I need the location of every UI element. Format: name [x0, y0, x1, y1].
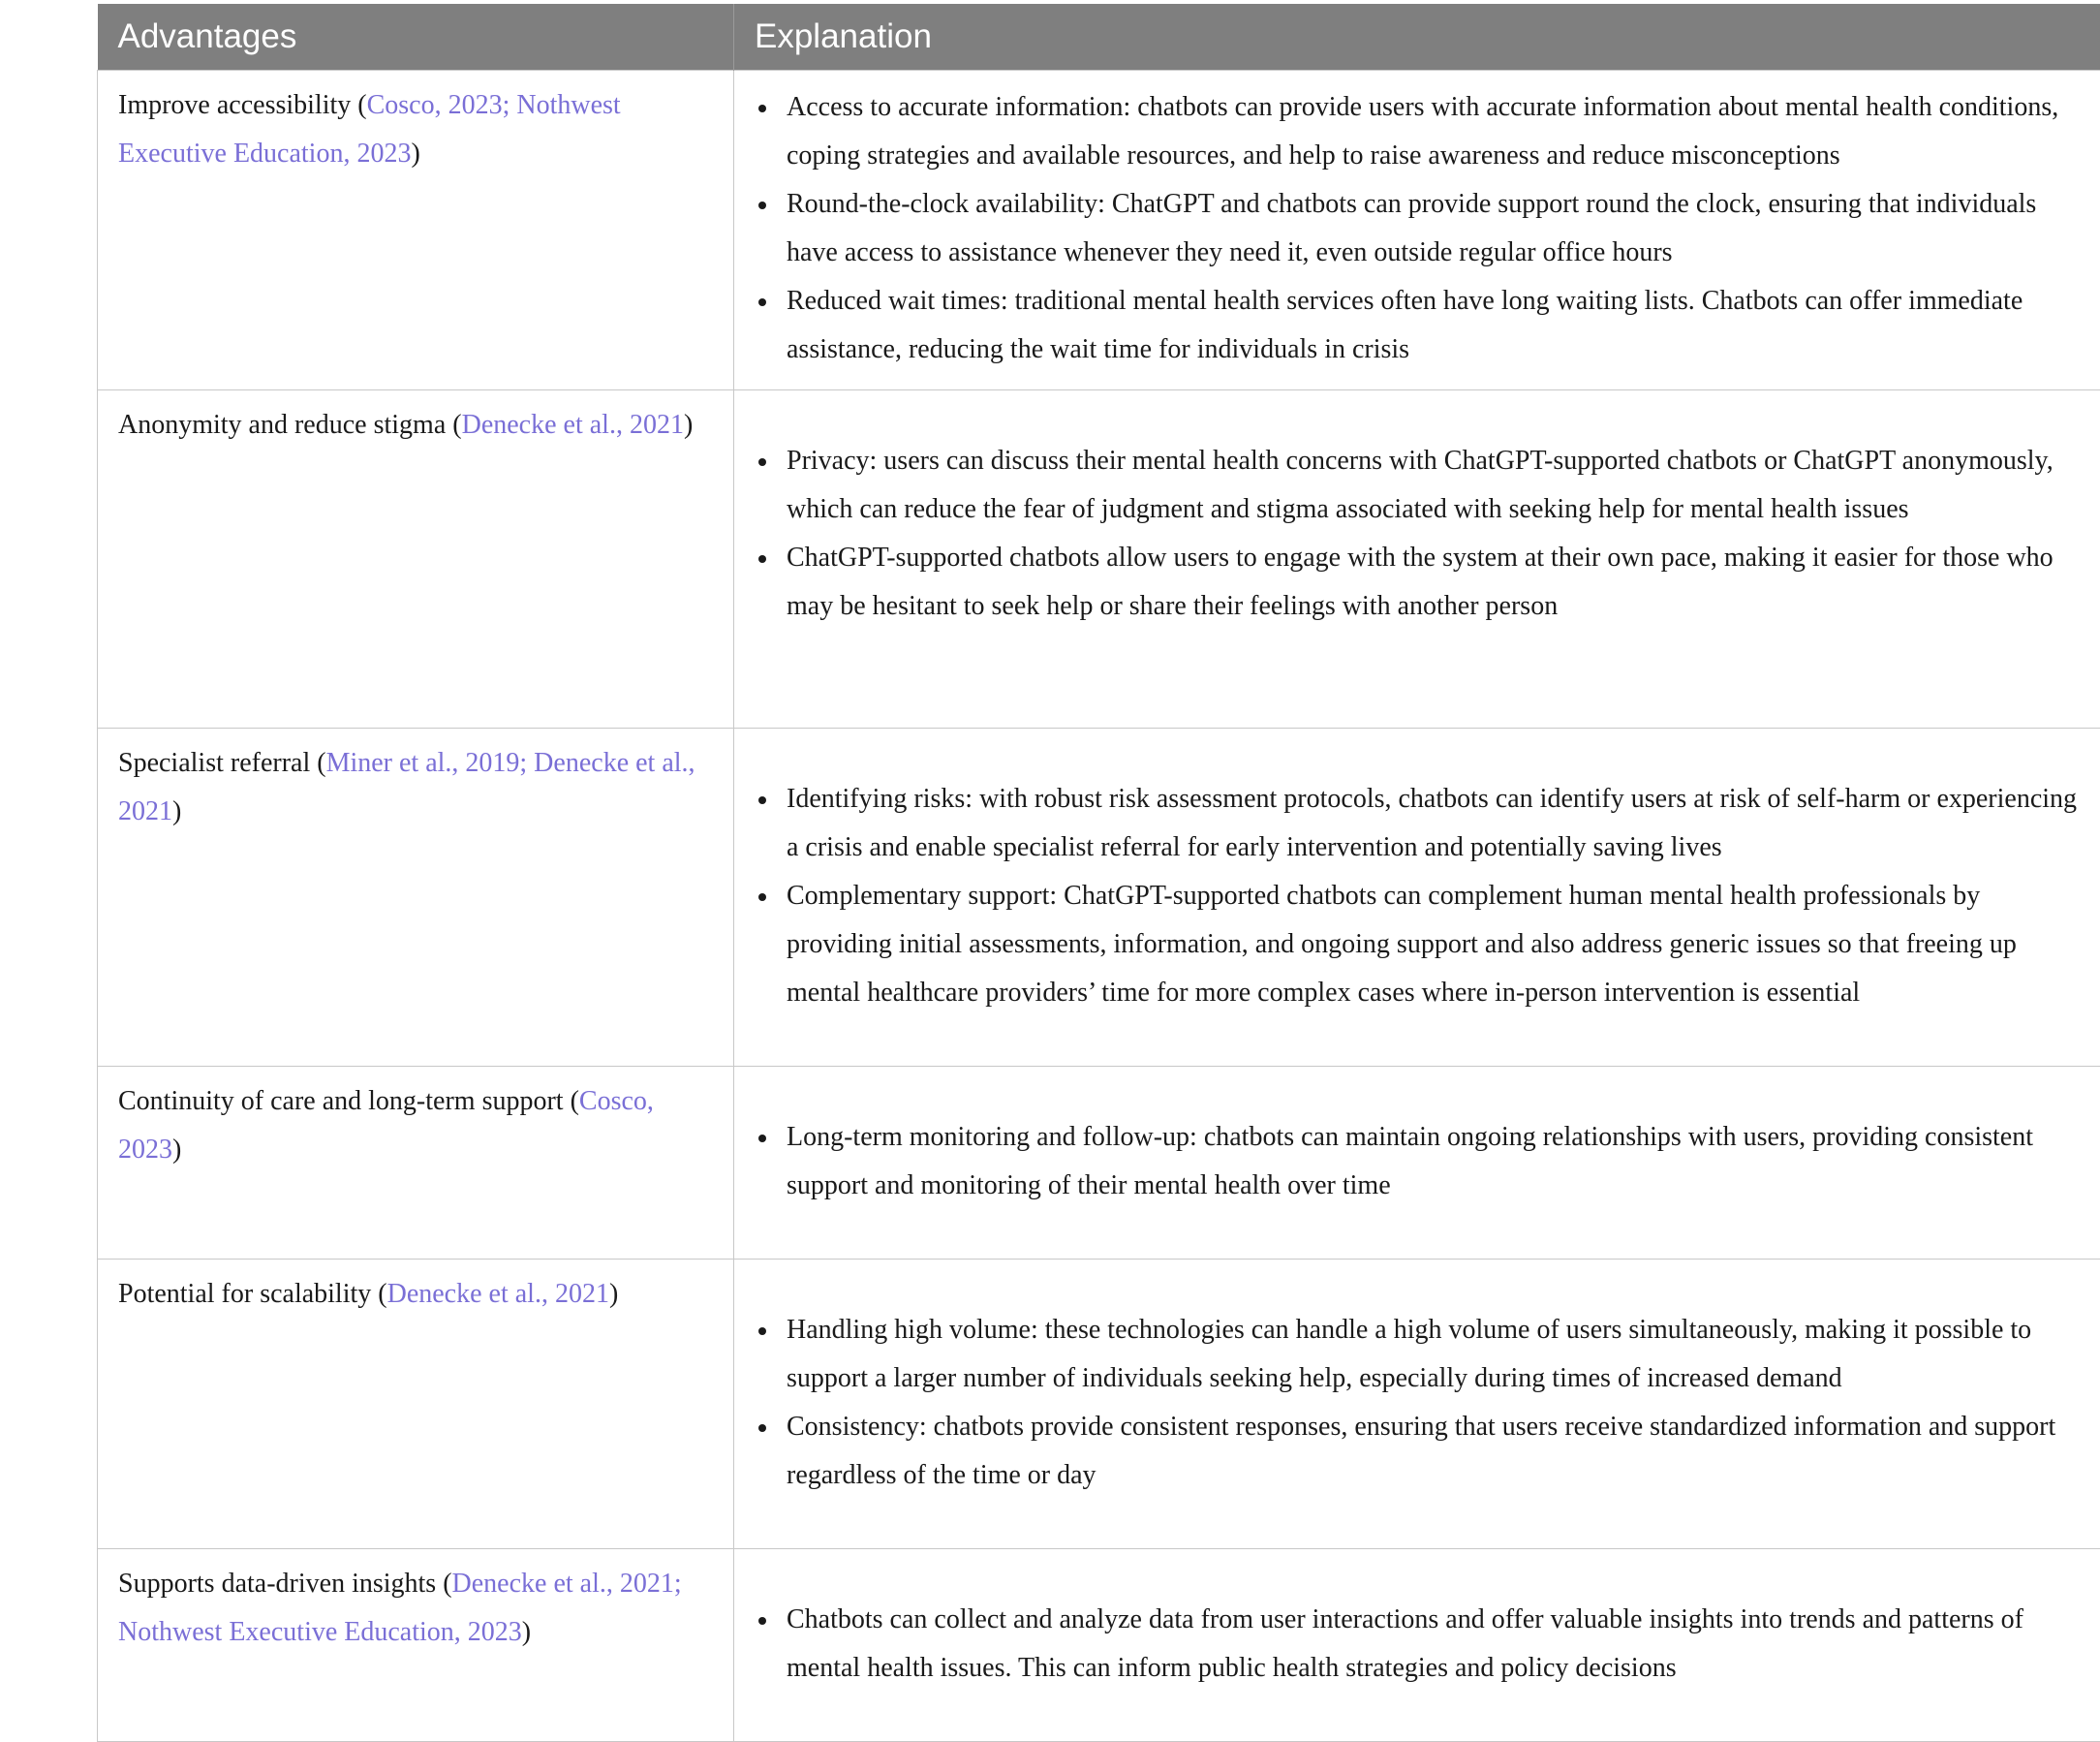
reference-link[interactable]: Cosco, 2023: [118, 1086, 654, 1165]
explanation-list: [734, 83, 2081, 378]
table-row: [98, 1067, 2100, 1260]
advantage-cell: Improve accessibility (Cosco, 2023; Nothwest Executive Education, 2023): [98, 71, 734, 390]
list-item: Access to accurate information: chatbots can provide users with accurate information about mental health conditions, coping strategies and available resources, and help to raise awareness and reduce misconceptions: [734, 83, 2081, 180]
list-item: Consistency: chatbots provide consistent responses, ensuring that users receive standardized information and support regardless of the time or day: [734, 1403, 2081, 1500]
reference-link[interactable]: Cosco, 2023; Nothwest Executive Education, 2023: [118, 90, 621, 169]
explanation-cell: [734, 1067, 2100, 1260]
table-row: [98, 1260, 2100, 1549]
reference-link[interactable]: Denecke et al., 2021: [387, 1279, 609, 1309]
list-item: Reduced wait times: traditional mental health services often have long waiting lists. Chatbots can offer immediate assistance, reducing the wait time for individuals in crisis: [734, 277, 2081, 374]
advantage-label: Improve accessibility: [118, 90, 351, 120]
list-item: Handling high volume: these technologies can handle a high volume of users simultaneously, making it possible to support a larger number of individuals seeking help, especially during times of increased demand: [734, 1306, 2081, 1403]
explanation-cell: [734, 729, 2100, 1067]
advantages-table: [97, 4, 2100, 1742]
list-item: Round-the-clock availability: ChatGPT and chatbots can provide support round the clock, ensuring that individuals have access to assistance whenever they need it, even outside regular office hours: [734, 180, 2081, 277]
advantage-cell: Continuity of care and long-term support (Cosco, 2023): [98, 1067, 734, 1260]
explanation-list: [734, 1306, 2081, 1504]
explanation-list: [734, 437, 2081, 635]
explanation-cell: [734, 390, 2100, 729]
advantage-cell: Supports data-driven insights (Denecke et al., 2021; Nothwest Executive Education, 2023): [98, 1549, 734, 1742]
advantage-cell: Specialist referral (Miner et al., 2019; Denecke et al., 2021): [98, 729, 734, 1067]
list-item: ChatGPT-supported chatbots allow users to engage with the system at their own pace, making it easier for those who may be hesitant to seek help or share their feelings with another person: [734, 534, 2081, 631]
table-row: [98, 71, 2100, 390]
advantage-label: Potential for scalability: [118, 1279, 371, 1309]
table-row: [98, 1549, 2100, 1742]
table-header-row: [98, 4, 2100, 71]
list-item: Identifying risks: with robust risk assessment protocols, chatbots can identify users at risk of self-harm or experiencing a crisis and enable specialist referral for early intervention and potentially saving lives: [734, 775, 2081, 872]
list-item: Complementary support: ChatGPT-supported chatbots can complement human mental health professionals by providing initial assessments, information, and ongoing support and also address generic issues so that freeing up mental healthcare providers’ time for more complex cases where in-person intervention is essential: [734, 872, 2081, 1017]
explanation-cell: [734, 1549, 2100, 1742]
advantages-table-container: [97, 4, 2100, 1742]
explanation-list: [734, 1113, 2081, 1214]
list-item: Chatbots can collect and analyze data from user interactions and offer valuable insights into trends and patterns of mental health issues. This can inform public health strategies and policy decisions: [734, 1596, 2081, 1693]
table-row: [98, 729, 2100, 1067]
advantage-cell: Potential for scalability (Denecke et al., 2021): [98, 1260, 734, 1549]
explanation-list: [734, 775, 2081, 1021]
explanation-cell: [734, 71, 2100, 390]
explanation-cell: [734, 1260, 2100, 1549]
list-item: Long-term monitoring and follow-up: chatbots can maintain ongoing relationships with users, providing consistent support and monitoring of their mental health over time: [734, 1113, 2081, 1210]
table-row: [98, 390, 2100, 729]
list-item: Privacy: users can discuss their mental health concerns with ChatGPT-supported chatbots or ChatGPT anonymously, which can reduce the fear of judgment and stigma associated with seeking help for mental health issues: [734, 437, 2081, 534]
explanation-list: [734, 1596, 2081, 1696]
advantage-label: Anonymity and reduce stigma: [118, 410, 446, 440]
reference-link[interactable]: Denecke et al., 2021: [462, 410, 684, 440]
header-explanation: Explanation: [734, 4, 2100, 71]
advantage-label: Continuity of care and long-term support: [118, 1086, 564, 1116]
advantage-label: Specialist referral: [118, 748, 310, 778]
reference-link[interactable]: Miner et al., 2019; Denecke et al., 2021: [118, 748, 695, 826]
reference-link[interactable]: Denecke et al., 2021; Nothwest Executive Education, 2023: [118, 1569, 682, 1647]
advantage-cell: Anonymity and reduce stigma (Denecke et al., 2021): [98, 390, 734, 729]
header-advantages: Advantages: [98, 4, 734, 71]
advantage-label: Supports data-driven insights: [118, 1569, 436, 1599]
